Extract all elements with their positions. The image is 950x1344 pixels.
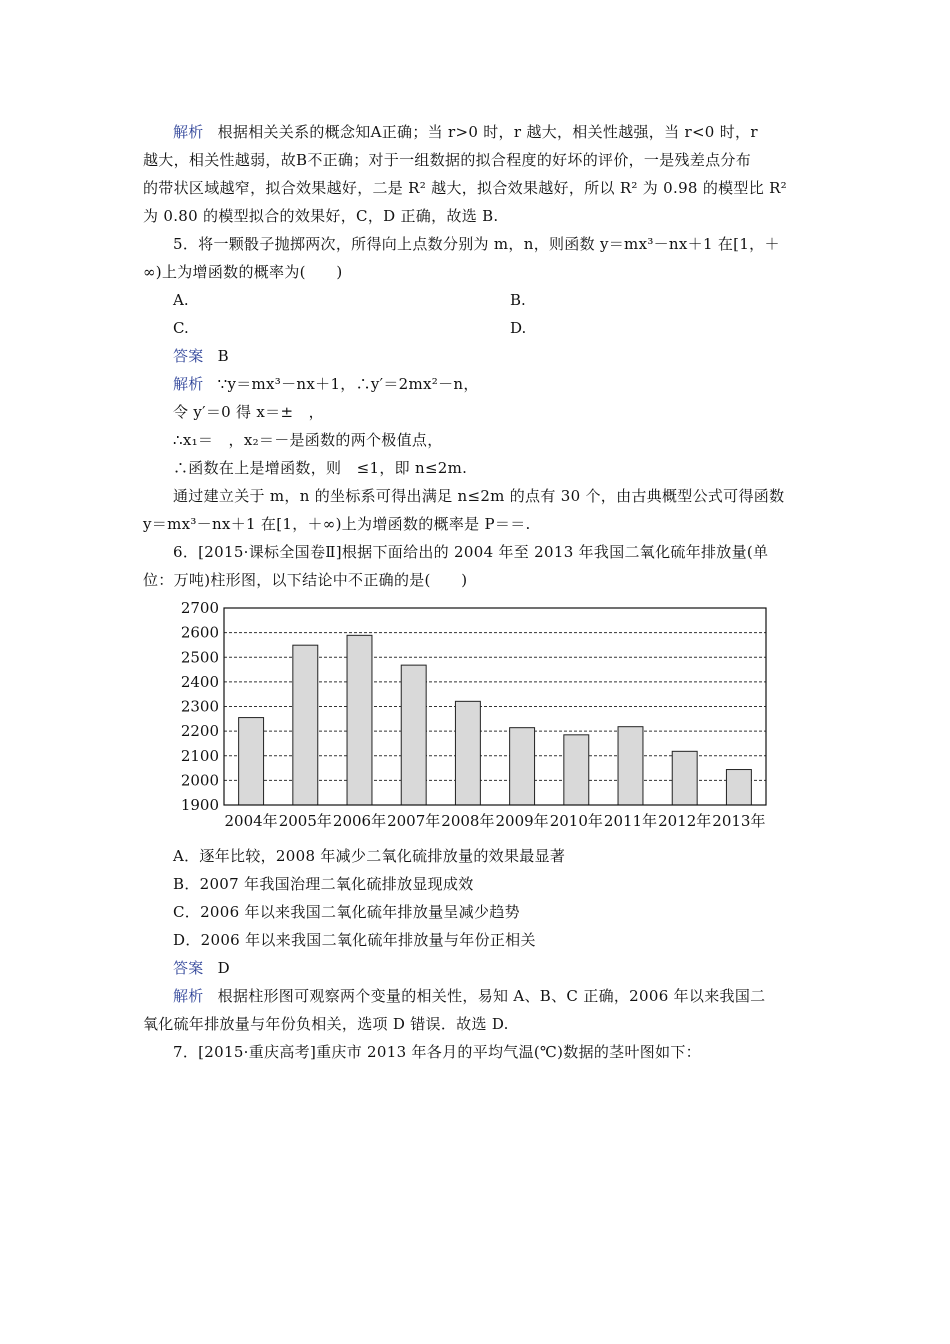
bar [455,701,480,805]
question-5-line-1: 5．将一颗骰子抛掷两次，所得向上点数分别为 m，n，则函数 y＝mx³－nx＋1 在[1，＋ [173,235,780,253]
q6-option-a: A．逐年比较，2008 年减少二氧化硫排放量的效果最显著 [173,847,566,865]
bar [401,665,426,805]
y-tick-label: 2000 [180,771,219,790]
analysis-label: 解析 [173,123,204,141]
bar [510,728,535,805]
bar [293,645,318,805]
bar [726,770,751,805]
y-tick-label: 2400 [180,672,219,691]
q6-option-d: D．2006 年以来我国二氧化硫年排放量与年份正相关 [173,931,536,949]
analysis-line-4: 为 0.80 的模型拟合的效果好，C，D 正确，故选 B. [143,207,499,225]
y-tick-label: 2300 [180,697,219,716]
q5-solution-line-2: 令 y′＝0 得 x＝± ， [173,403,324,421]
x-tick-label: 2009年 [495,812,549,830]
q6-analysis-line-1: 解析 根据柱形图可观察两个变量的相关性，易知 A、B、C 正确，2006 年以来我国二 [173,987,766,1005]
x-tick-label: 2007年 [387,812,441,830]
so2-emission-bar-chart [180,600,770,840]
x-tick-label: 2013年 [712,812,766,830]
q6-option-c: C．2006 年以来我国二氧化硫年排放量呈减少趋势 [173,903,520,921]
analysis-line-3: 的带状区域越窄，拟合效果越好，二是 R² 越大，拟合效果越好，所以 R² 为 0.98 的模型比 R² [143,179,787,197]
bar [239,718,264,805]
x-tick-label: 2010年 [549,812,603,830]
bar [564,735,589,805]
analysis-line-1: 解析 根据相关关系的概念知A正确；当 r>0 时，r 越大，相关性越强，当 r<0 时，r [173,123,758,141]
q5-solution-line-1: 解析 ∵y＝mx³－nx＋1，∴y′＝2mx²－n， [173,375,479,393]
q5-solution-line-6: y＝mx³－nx＋1 在[1，＋∞)上为增函数的概率是 P＝＝. [143,515,531,533]
y-tick-label: 1900 [180,796,219,814]
q5-solution-line-4: ∴函数在上是增函数，则 ≤1，即 n≤2m. [173,459,468,477]
x-tick-label: 2004年 [224,812,278,830]
answer-label: 答案 [173,347,204,365]
x-tick-label: 2011年 [603,812,658,830]
analysis-line-2: 越大，相关性越弱，故B不正确；对于一组数据的拟合程度的好坏的评价，一是残差点分布 [143,151,752,169]
x-tick-label: 2006年 [332,812,387,830]
x-tick-label: 2008年 [441,812,495,830]
y-tick-label: 2200 [180,722,219,741]
y-tick-label: 2700 [180,600,219,617]
q5-solution-line-5: 通过建立关于 m，n 的坐标系可得出满足 n≤2m 的点有 30 个，由古典概型公式可得函数 [173,487,785,505]
bar [618,727,643,805]
q6-option-b: B．2007 年我国治理二氧化硫排放显现成效 [173,875,474,893]
y-tick-label: 2600 [180,623,219,642]
x-tick-label: 2012年 [658,812,712,830]
q5-option-b: B. [510,291,526,309]
question-5-line-2: ∞)上为增函数的概率为( ) [143,263,343,281]
q5-solution-line-3: ∴x₁＝ ，x₂＝－是函数的两个极值点， [173,431,443,449]
q5-option-a: A. [173,291,189,309]
bar [672,751,697,805]
x-tick-label: 2005年 [278,812,332,830]
bar [347,635,372,805]
q5-answer: 答案 B [173,347,229,365]
q6-answer: 答案 D [173,959,230,977]
y-tick-label: 2500 [180,648,219,667]
question-7-line-1: 7．[2015·重庆高考]重庆市 2013 年各月的平均气温(℃)数据的茎叶图如下： [173,1043,701,1061]
y-tick-label: 2100 [180,746,219,765]
question-6-line-1: 6．[2015·课标全国卷Ⅱ]根据下面给出的 2004 年至 2013 年我国二氧化硫年排放量(单 [173,543,769,561]
q5-option-c: C. [173,319,189,337]
question-6-line-2: 位：万吨)柱形图，以下结论中不正确的是( ) [143,571,468,589]
q6-analysis-line-2: 氧化硫年排放量与年份负相关，选项 D 错误．故选 D. [143,1015,509,1033]
q5-option-d: D. [510,319,527,337]
